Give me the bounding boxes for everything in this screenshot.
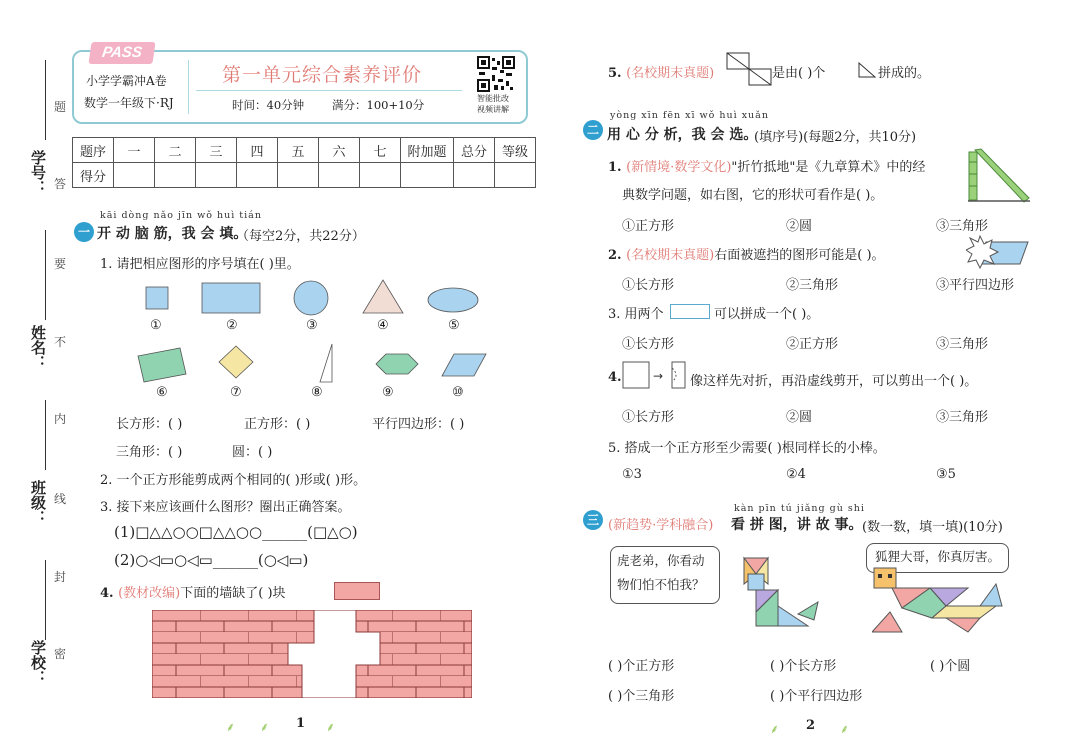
sprout-icon: ⸙ xyxy=(260,720,270,734)
section-badge: 二 xyxy=(583,120,603,140)
sprout-icon: ⸙ xyxy=(326,720,336,734)
series-name: 小学学霸冲A卷 xyxy=(86,74,167,88)
question-number: 5. xyxy=(608,66,627,81)
seal-char: 答 xyxy=(54,177,67,191)
question-1 xyxy=(608,156,925,175)
score-cell[interactable] xyxy=(155,163,196,188)
question-tag: (名校期末真题) xyxy=(626,66,715,81)
count-parallelogram[interactable]: ( )个平行四边形 xyxy=(770,689,863,704)
pass-logo-text: PASS xyxy=(101,44,144,61)
question-text: 可以拼成一个( )。 xyxy=(714,307,820,322)
question-tag: (教材改编) xyxy=(118,586,181,601)
count-triangle[interactable]: ( )个三角形 xyxy=(608,689,675,704)
circle-shape xyxy=(294,281,328,315)
question-text: 2. 一个正方形能剪成两个相同的( )形或( )形。 xyxy=(100,473,367,488)
qr-code-icon[interactable] xyxy=(476,55,516,93)
parallelogram-shape xyxy=(442,354,486,376)
section-title: 开 动 脑 筋，我 会 填。 xyxy=(97,226,248,242)
section-pinyin: yòng xīn fēn xī wǒ huì xuǎn xyxy=(610,110,769,121)
score-table xyxy=(72,137,536,188)
ellipse-shape xyxy=(428,288,478,312)
score-cell[interactable] xyxy=(114,163,155,188)
rectangle-shape xyxy=(202,283,260,313)
table-cell: 七 xyxy=(360,138,401,163)
table-cell: 三 xyxy=(196,138,237,163)
school-line xyxy=(45,560,46,640)
table-cell: 五 xyxy=(278,138,319,163)
score-cell[interactable] xyxy=(319,163,360,188)
section-title: 看 拼 图，讲 故 事。 xyxy=(731,517,863,533)
fill-circle[interactable]: 圆：( ) xyxy=(232,445,273,460)
option[interactable]: ①长方形 xyxy=(622,410,675,425)
name-line xyxy=(45,230,46,320)
tilted-rectangle-shape xyxy=(138,348,186,382)
option[interactable]: ③三角形 xyxy=(936,410,989,425)
table-cell: 等级 xyxy=(495,138,536,163)
score-cell[interactable] xyxy=(495,163,536,188)
qr-caption: 智能批改 xyxy=(477,94,509,103)
score-cell[interactable] xyxy=(237,163,278,188)
right-triangle-shape xyxy=(320,344,332,382)
svg-text:→: → xyxy=(653,369,664,383)
student-id-label: 学号： xyxy=(29,150,47,195)
id-line xyxy=(45,60,46,140)
class-line xyxy=(45,400,46,470)
name-label: 姓名： xyxy=(29,325,47,370)
option[interactable]: ③三角形 xyxy=(936,337,989,352)
table-cell: 题序 xyxy=(73,138,114,163)
score-cell[interactable] xyxy=(360,163,401,188)
question-text: 3. 用两个 xyxy=(608,307,664,322)
question-text: 典数学问题，如右图，它的形状可看作是( )。 xyxy=(622,188,884,203)
school-label: 学校： xyxy=(29,640,47,685)
count-square[interactable]: ( )个正方形 xyxy=(608,659,675,674)
section-pinyin: kàn pīn tú jiǎng gù shi xyxy=(734,503,865,514)
tilted-square-shape xyxy=(219,346,253,378)
page-title: 第一单元综合素养评价 xyxy=(222,64,423,86)
option[interactable]: ①长方形 xyxy=(622,337,675,352)
speech-bubble-left: 虎老弟，你看动物们怕不怕我？ xyxy=(610,546,720,604)
binding-margin xyxy=(0,0,80,753)
section-note: (数一数，填一填)(10分) xyxy=(862,520,1003,535)
option[interactable]: ②4 xyxy=(786,467,806,482)
shapes-row-2 xyxy=(130,342,490,388)
page-number: 1 xyxy=(296,716,306,731)
bamboo-triangle-figure xyxy=(966,148,1032,204)
shape-label: ⑦ xyxy=(230,385,242,400)
seal-char: 密 xyxy=(54,647,67,661)
table-cell: 总分 xyxy=(454,138,495,163)
cat-tangram-figure xyxy=(872,566,1012,634)
shape-label: ① xyxy=(150,318,162,333)
option[interactable]: ①长方形 xyxy=(622,278,675,293)
sprout-icon: ⸙ xyxy=(226,720,236,734)
shape-label: ② xyxy=(226,318,238,333)
option[interactable]: ③平行四边形 xyxy=(936,278,1015,293)
table-cell: 一 xyxy=(114,138,155,163)
seal-char: 封 xyxy=(54,570,67,584)
fill-square[interactable]: 正方形：( ) xyxy=(244,417,311,432)
count-circle[interactable]: ( )个圆 xyxy=(930,659,971,674)
option[interactable]: ①3 xyxy=(622,467,642,482)
score-cell[interactable] xyxy=(196,163,237,188)
section-note: (填序号)(每题2分，共10分) xyxy=(754,130,917,145)
question-text: 3. 接下来应该画什么图形？圈出正确答案。 xyxy=(100,500,351,515)
question-text: "折竹抵地"是《九章算术》中的经 xyxy=(731,160,926,175)
header-divider xyxy=(188,60,189,114)
pattern-sequence-2: (2)○◁▭○◁▭______(○◁▭) xyxy=(114,551,309,569)
question-text: 右面被遮挡的图形可能是( )。 xyxy=(714,248,885,263)
question-number: 4. xyxy=(608,370,622,385)
square-shape xyxy=(146,287,168,309)
question-text: 像这样先对折，再沿虚线剪开，可以剪出一个( )。 xyxy=(690,374,978,389)
triangle-shape xyxy=(363,280,403,313)
fill-rectangle[interactable]: 长方形：( ) xyxy=(116,417,183,432)
section-badge: 一 xyxy=(74,222,94,242)
speech-bubble-right: 狐狸大哥，你真厉害。 xyxy=(866,543,1009,573)
question-text: 1. 请把相应图形的序号填在( )里。 xyxy=(100,257,300,272)
triangle-piece-icon xyxy=(858,62,876,78)
fox-tangram-figure xyxy=(738,556,822,632)
table-cell: 得分 xyxy=(73,163,114,188)
section-pinyin: kāi dòng nǎo jīn wǒ huì tián xyxy=(100,210,262,221)
table-cell: 二 xyxy=(155,138,196,163)
option[interactable]: ③5 xyxy=(936,467,956,482)
fold-cut-figure xyxy=(622,360,688,392)
table-cell: 四 xyxy=(237,138,278,163)
score-cell[interactable] xyxy=(454,163,495,188)
question-5-top xyxy=(608,62,714,81)
grade-label: 数学一年级下·RJ xyxy=(84,96,174,110)
fill-triangle[interactable]: 三角形：( ) xyxy=(116,445,183,460)
brick-wall xyxy=(152,610,472,698)
table-row xyxy=(73,163,536,188)
table-cell: 附加题 xyxy=(401,138,454,163)
seal-char: 题 xyxy=(54,100,67,114)
question-number: 4. xyxy=(100,586,119,601)
class-label: 班级： xyxy=(29,480,47,525)
question-number: 1. xyxy=(608,160,627,175)
option[interactable]: ③三角形 xyxy=(936,219,989,234)
seal-char: 线 xyxy=(54,492,67,506)
question-text: 下面的墙缺了( )块 xyxy=(180,586,286,601)
pattern-sequence-1: (1)□△△○○□△△○○______(□△○) xyxy=(114,523,358,541)
fill-parallelogram[interactable]: 平行四边形：( ) xyxy=(372,417,465,432)
table-cell: 六 xyxy=(319,138,360,163)
section-badge: 三 xyxy=(583,510,603,530)
header-divider-h xyxy=(196,90,462,91)
question-tag: (新情境·数学文化) xyxy=(626,160,732,175)
question-text: 是由( )个 xyxy=(772,66,826,81)
score-cell[interactable] xyxy=(401,163,454,188)
question-number: 2. xyxy=(608,248,627,263)
time-info: 时间：40分钟 xyxy=(232,98,305,112)
shape-label: ⑩ xyxy=(452,385,464,400)
question-2 xyxy=(608,244,885,263)
rectangle-piece-icon xyxy=(670,304,710,319)
seal-char: 要 xyxy=(54,257,67,271)
question-tag: (名校期末真题) xyxy=(626,248,715,263)
seal-char: 内 xyxy=(54,412,67,426)
table-row xyxy=(73,138,536,163)
shape-label: ③ xyxy=(306,318,318,333)
question-text: 拼成的。 xyxy=(878,66,931,81)
section-note: （每空2分，共22分） xyxy=(236,229,365,244)
hexagon-shape xyxy=(376,354,418,374)
pass-logo xyxy=(88,42,155,64)
score-cell[interactable] xyxy=(278,163,319,188)
option[interactable]: ②圆 xyxy=(786,410,813,425)
shape-label: ④ xyxy=(377,318,389,333)
count-rectangle[interactable]: ( )个长方形 xyxy=(770,659,837,674)
option[interactable]: ②三角形 xyxy=(786,278,839,293)
composite-shape-icon xyxy=(726,52,772,86)
option[interactable]: ①正方形 xyxy=(622,219,675,234)
section-title: 用 心 分 析，我 会 选。 xyxy=(607,127,758,143)
page-number: 2 xyxy=(806,718,816,733)
brick-icon xyxy=(334,582,380,600)
option[interactable]: ②圆 xyxy=(786,219,813,234)
question-text: 5. 搭成一个正方形至少需要( )根同样长的小棒。 xyxy=(608,441,886,456)
question-4 xyxy=(100,582,286,601)
option[interactable]: ②正方形 xyxy=(786,337,839,352)
shape-label: ⑨ xyxy=(382,385,394,400)
seal-char: 不 xyxy=(54,335,67,349)
hidden-shape-figure xyxy=(966,234,1032,270)
sprout-icon: ⸙ xyxy=(840,722,850,736)
qr-caption: 视频讲解 xyxy=(477,105,509,114)
shape-label: ⑥ xyxy=(156,385,168,400)
score-info: 满分：100+10分 xyxy=(332,98,425,112)
section-tag: (新趋势·学科融合) xyxy=(608,518,714,533)
sprout-icon: ⸙ xyxy=(770,722,780,736)
shape-label: ⑧ xyxy=(311,385,323,400)
shape-label: ⑤ xyxy=(448,318,460,333)
